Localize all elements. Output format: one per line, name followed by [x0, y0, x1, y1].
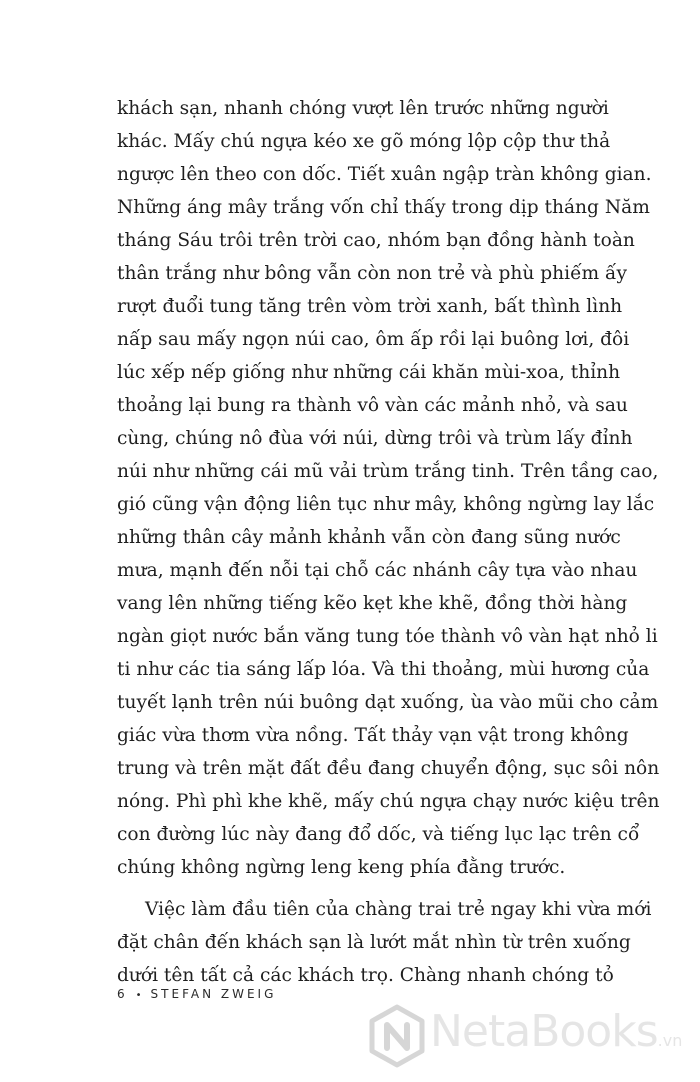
text-line: nóng. Phì phì khe khẽ, mấy chú ngựa chạy nước kiệu trên — [117, 791, 660, 812]
text-line: mưa, mạnh đến nỗi tại chỗ các nhánh cây tựa vào nhau — [117, 560, 638, 581]
text-line: khác. Mấy chú ngựa kéo xe gõ móng lộp cộp thư thả — [117, 131, 611, 152]
text-line: dưới tên tất cả các khách trọ. Chàng nhanh chóng tỏ — [117, 965, 614, 986]
watermark-text — [430, 1006, 682, 1067]
text-line: khách sạn, nhanh chóng vượt lên trước những người — [117, 98, 609, 119]
text-line: Những áng mây trắng vốn chỉ thấy trong dịp tháng Năm — [117, 197, 650, 218]
text-line: thân trắng như bông vẫn còn non trẻ và phù phiếm ấy — [117, 263, 627, 284]
text-line: ngàn giọt nước bắn văng tung tóe thành vô vàn hạt nhỏ li — [117, 626, 658, 647]
watermark — [368, 996, 698, 1076]
text-line: đặt chân đến khách sạn là lướt mắt nhìn từ trên xuống — [117, 932, 631, 953]
text-line: cùng, chúng nô đùa với núi, dừng trôi và trùm lấy đỉnh — [117, 428, 633, 449]
text-line: thoảng lại bung ra thành vô vàn các mảnh nhỏ, và sau — [117, 395, 628, 416]
footer-separator: • — [135, 990, 145, 1001]
text-line: tuyết lạnh trên núi buông dạt xuống, ùa vào mũi cho cảm — [117, 692, 659, 713]
running-author: STEFAN ZWEIG — [150, 987, 277, 1001]
text-line: vang lên những tiếng kẽo kẹt khe khẽ, đồng thời hàng — [117, 593, 628, 614]
text-line: tháng Sáu trôi trên trời cao, nhóm bạn đồng hành toàn — [117, 230, 635, 251]
text-line: con đường lúc này đang đổ dốc, và tiếng lục lạc trên cổ — [117, 824, 640, 845]
text-line: rượt đuổi tung tăng trên vòm trời xanh, bất thình lình — [117, 296, 623, 317]
page-footer — [117, 984, 276, 1004]
text-line: lúc xếp nếp giống như những cái khăn mùi-xoa, thỉnh — [117, 362, 621, 383]
text-line: ti như các tia sáng lấp lóa. Và thi thoảng, mùi hương của — [117, 659, 650, 680]
text-line: giác vừa thơm vừa nồng. Tất thảy vạn vật trong không — [117, 725, 629, 746]
text-line: ngược lên theo con dốc. Tiết xuân ngập tràn không gian. — [117, 164, 652, 185]
text-line-paragraph-start: Việc làm đầu tiên của chàng trai trẻ ngay khi vừa mới — [145, 899, 652, 920]
watermark-brand: NetaBooks — [430, 1006, 658, 1057]
text-line: nấp sau mấy ngọn núi cao, ôm ấp rồi lại buông lơi, đôi — [117, 329, 630, 350]
page-number: 6 — [117, 987, 128, 1001]
text-line: những thân cây mảnh khảnh vẫn còn đang sũng nước — [117, 527, 621, 548]
text-line: gió cũng vận động liên tục như mây, không ngừng lay lắc — [117, 494, 655, 515]
netabooks-logo-icon — [368, 1004, 426, 1068]
watermark-suffix: .vn — [657, 1031, 683, 1050]
text-line: núi như những cái mũ vải trùm trắng tinh. Trên tầng cao, — [117, 461, 659, 482]
text-line: trung và trên mặt đất đều đang chuyển động, sục sôi nôn — [117, 758, 660, 779]
text-line-paragraph-end: chúng không ngừng leng keng phía đằng trước. — [117, 857, 566, 878]
